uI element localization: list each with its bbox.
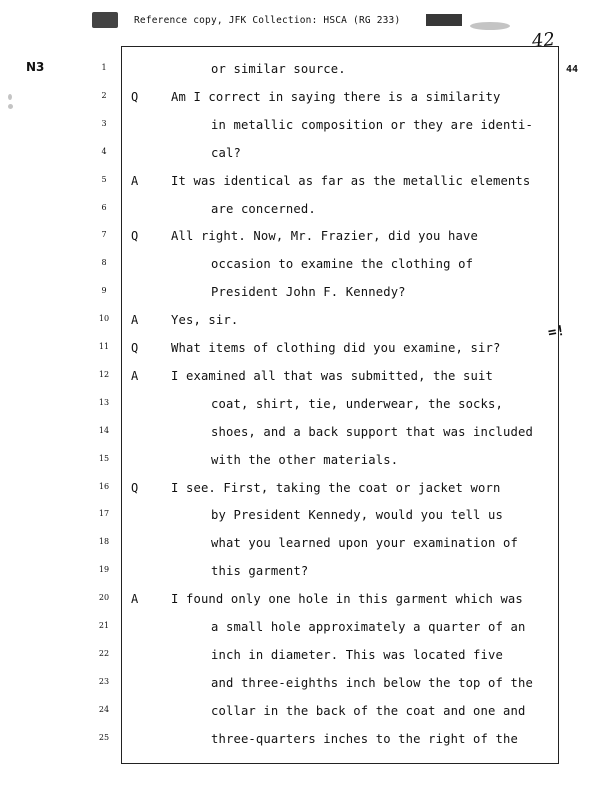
line-number: 18 bbox=[98, 537, 110, 547]
line-text: I found only one hole in this garment which was bbox=[171, 592, 523, 607]
line-number: 23 bbox=[98, 676, 110, 686]
line-number: 3 bbox=[101, 118, 107, 128]
transcript-line bbox=[0, 88, 612, 108]
transcript-line bbox=[0, 172, 612, 192]
handwritten-tick: =! bbox=[546, 322, 567, 342]
speaker-label: Q bbox=[131, 341, 139, 355]
redaction-stamp-left bbox=[92, 12, 118, 28]
line-number: 20 bbox=[98, 593, 110, 603]
transcript-line bbox=[0, 618, 612, 638]
line-number: 15 bbox=[98, 453, 110, 463]
speaker-label: A bbox=[131, 173, 139, 188]
transcript-line bbox=[0, 339, 612, 359]
line-text: are concerned. bbox=[211, 201, 316, 216]
line-number: 10 bbox=[98, 314, 110, 324]
line-text: Am I correct in saying there is a similarity bbox=[171, 89, 501, 104]
transcript-line bbox=[0, 423, 612, 443]
collection-header: Reference copy, JFK Collection: HSCA (RG 233) bbox=[134, 15, 401, 26]
line-text: or similar source. bbox=[211, 62, 346, 76]
line-text: three-quarters inches to the right of the bbox=[211, 731, 518, 746]
line-text: collar in the back of the coat and one and bbox=[211, 703, 526, 718]
line-text: what you learned upon your examination of bbox=[211, 536, 518, 551]
transcript-line bbox=[0, 395, 612, 415]
transcript-line bbox=[0, 255, 612, 275]
line-number: 7 bbox=[101, 230, 107, 240]
line-number: 14 bbox=[98, 425, 110, 435]
transcript-line bbox=[0, 311, 612, 331]
transcript-line bbox=[0, 227, 612, 247]
transcript-line bbox=[0, 646, 612, 666]
line-number: 21 bbox=[98, 621, 110, 630]
line-number: 13 bbox=[98, 397, 110, 407]
line-text: inch in diameter. This was located five bbox=[211, 647, 504, 662]
speaker-label: Q bbox=[131, 480, 139, 495]
line-number: 25 bbox=[98, 732, 110, 742]
transcript-line bbox=[0, 674, 612, 694]
line-text: It was identical as far as the metallic elements bbox=[171, 173, 531, 188]
line-number: 8 bbox=[101, 258, 107, 268]
line-text: I see. First, taking the coat or jacket worn bbox=[171, 480, 501, 495]
line-text: in metallic composition or they are identi- bbox=[211, 117, 533, 132]
line-text: coat, shirt, tie, underwear, the socks, bbox=[211, 396, 504, 411]
line-number: 24 bbox=[98, 704, 110, 714]
transcript-line bbox=[0, 590, 612, 610]
transcript-line bbox=[0, 702, 612, 722]
line-text: this garment? bbox=[211, 564, 309, 579]
line-text: What items of clothing did you examine, sir? bbox=[171, 341, 501, 355]
line-number: 22 bbox=[98, 648, 110, 658]
line-text: shoes, and a back support that was included bbox=[211, 424, 533, 439]
line-number: 4 bbox=[101, 146, 107, 156]
transcript-line bbox=[0, 479, 612, 499]
redaction-stamp-right bbox=[426, 14, 462, 26]
transcript-line bbox=[0, 506, 612, 526]
speaker-label: A bbox=[131, 313, 139, 328]
speaker-label: Q bbox=[131, 89, 139, 104]
line-number: 12 bbox=[98, 369, 110, 379]
line-number: 19 bbox=[98, 565, 110, 575]
line-number: 5 bbox=[101, 174, 107, 184]
line-number: 16 bbox=[98, 481, 110, 491]
transcript-line bbox=[0, 367, 612, 387]
transcript-line bbox=[0, 116, 612, 136]
line-number: 1 bbox=[101, 63, 107, 72]
transcript-line bbox=[0, 283, 612, 303]
transcript-line bbox=[0, 562, 612, 582]
transcript-line bbox=[0, 730, 612, 750]
transcript-line bbox=[0, 144, 612, 164]
line-text: cal? bbox=[211, 145, 241, 160]
line-text: All right. Now, Mr. Frazier, did you have bbox=[171, 229, 478, 244]
transcript-line bbox=[0, 451, 612, 471]
transcript-line bbox=[0, 534, 612, 554]
line-number: 17 bbox=[98, 509, 110, 519]
line-text: I examined all that was submitted, the suit bbox=[171, 368, 493, 383]
right-margin-mark: 44 bbox=[566, 64, 579, 75]
line-text: a small hole approximately a quarter of an bbox=[211, 620, 526, 634]
left-margin-label: N3 bbox=[26, 60, 45, 74]
line-text: President John F. Kennedy? bbox=[211, 285, 406, 300]
scan-smudge bbox=[470, 22, 510, 30]
line-number: 9 bbox=[101, 286, 107, 296]
line-text: by President Kennedy, would you tell us bbox=[211, 508, 504, 523]
line-text: Yes, sir. bbox=[171, 313, 239, 328]
line-number: 11 bbox=[98, 342, 110, 351]
handwritten-page-number: 42 bbox=[530, 28, 556, 53]
line-number: 2 bbox=[101, 90, 107, 100]
speaker-label: Q bbox=[131, 229, 139, 244]
line-text: and three-eighths inch below the top of the bbox=[211, 675, 533, 690]
transcript-line bbox=[0, 60, 612, 80]
line-text: occasion to examine the clothing of bbox=[211, 257, 474, 272]
transcript-line bbox=[0, 200, 612, 220]
line-text: with the other materials. bbox=[211, 452, 399, 467]
line-number: 6 bbox=[101, 202, 107, 212]
speaker-label: A bbox=[131, 368, 139, 383]
speaker-label: A bbox=[131, 592, 139, 607]
